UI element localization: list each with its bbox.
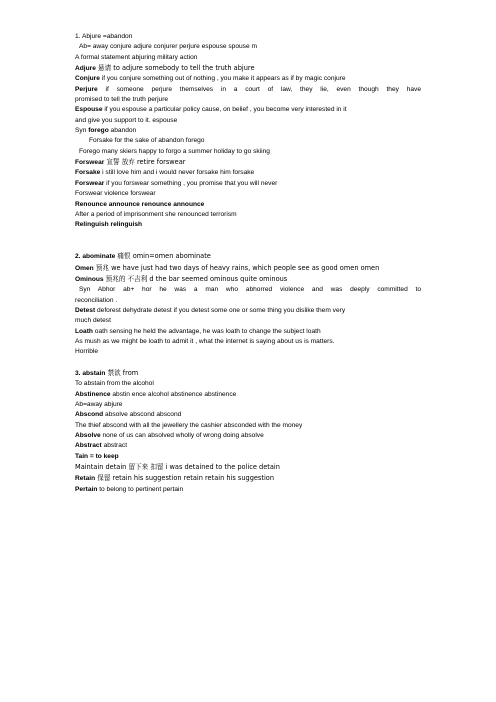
heading-term: 3. abstain	[75, 370, 106, 377]
text-line	[75, 263, 421, 274]
definition: 预兆 we have just had two days of heavy rains, which people see as good omen omen	[93, 263, 380, 272]
term: Ominous	[75, 275, 104, 283]
text-line	[75, 390, 421, 400]
text-line	[75, 105, 421, 115]
text-line	[75, 327, 421, 337]
text-line: To abstain from the alcohol	[75, 380, 154, 388]
term: Pertain	[75, 485, 98, 493]
definition: to belong to pertinent pertain	[97, 485, 184, 493]
section-1-heading: 1. Abjure =abandon	[75, 33, 133, 40]
definition: abstract	[101, 442, 128, 450]
text-line: much detest	[75, 317, 111, 325]
text-line: The thief abscond with all the jewellery the cashier absconded with the money	[75, 421, 303, 429]
text-line: Forego many skiers happy to forgo a summer holiday to go skiing	[79, 147, 270, 155]
term: Espouse	[75, 106, 103, 114]
term: Adjure	[75, 65, 96, 73]
section-2-heading	[75, 251, 421, 262]
term: Conjure	[75, 75, 100, 83]
text-line: As mush as we might be loath to admit it , what the internet is saying about us is matters.	[75, 337, 335, 345]
definition: 预兆的 不吉利 d the bar seemed ominous quite ominous	[103, 274, 288, 283]
heading-term: 2. abominate	[75, 253, 116, 261]
term: Abstract	[75, 442, 102, 450]
text-line: and give you support to it. espouse	[75, 116, 178, 124]
text-line	[75, 485, 421, 495]
text-line	[75, 274, 421, 285]
text-line	[75, 220, 421, 230]
text-line: reconciliation .	[75, 296, 118, 304]
text-line	[75, 126, 421, 136]
text-line	[75, 431, 421, 441]
term: Renounce announce renounce announce	[75, 200, 205, 208]
term: Perjure	[75, 85, 98, 93]
term: Relinguish relinguish	[75, 221, 143, 229]
text-line: Forswear violence forswear	[75, 190, 156, 198]
heading-rest: 痛恨 omin=omen abominate	[115, 252, 211, 261]
text-line: Ab=away abjure	[75, 401, 123, 409]
spacer	[75, 241, 421, 251]
text-line	[75, 63, 421, 74]
text-line	[75, 200, 421, 210]
definition: 宣誓 放弃 retire forswear	[104, 158, 186, 167]
text-line: Syn Abhor ab+ hor he was a man who abhorred violence and was deeply committed to	[79, 286, 421, 294]
term: Detest	[75, 306, 96, 314]
text-line	[75, 410, 421, 420]
definition: if you conjure something out of nothing , you make it appears as if by magic conjure	[99, 75, 346, 83]
text-line: Forsake for the sake of abandon forego	[89, 137, 205, 145]
term: forego	[88, 127, 109, 135]
text-line	[75, 306, 421, 316]
text-line: Horrible	[75, 348, 99, 356]
term: Retain	[75, 475, 96, 483]
term: Absolve	[75, 432, 101, 440]
term: Forsake	[75, 169, 101, 177]
document-body	[75, 32, 421, 495]
definition: oath sensing he held the advantage, he was loath to change the subject loath	[92, 327, 321, 335]
text-line	[75, 157, 421, 168]
text-line	[75, 452, 421, 462]
definition: 悬请 to adjure somebody to tell the truth abjure	[95, 64, 255, 73]
definition: i still love him and i would never forsake him forsake	[100, 169, 255, 177]
definition: if someone perjure themselves in a court of law, they lie, even though they have	[97, 85, 421, 93]
definition: none of us can absolved wholly of wrong doing absolve	[100, 432, 264, 440]
heading-rest: 禁欲 from	[105, 369, 139, 377]
definition: absolve abscond abscond	[103, 411, 182, 419]
text-line: After a period of imprisonment she renounced terrorism	[75, 210, 237, 218]
term: Abstinence	[75, 390, 111, 398]
term: Forswear	[75, 179, 105, 187]
definition: 保留 retain his suggestion retain retain his suggestion	[95, 474, 274, 483]
definition: if you forswear something , you promise that you will never	[104, 179, 278, 187]
text-line	[75, 168, 421, 178]
text-line	[75, 179, 421, 189]
text-line	[75, 462, 421, 473]
term: Omen	[75, 264, 94, 272]
text-line: A formal statement abjuring military action	[75, 53, 198, 61]
definition: if you espouse a particular policy cause, on belief , you become very interested in it	[102, 106, 347, 114]
text-line: promised to tell the truth perjure	[75, 96, 169, 104]
term: Tain = to keep	[75, 452, 119, 460]
section-3-heading	[75, 368, 421, 379]
definition: Maintain detain 留下来 扣留 i was detained to the police detain	[75, 463, 280, 472]
term: Forswear	[75, 159, 105, 167]
spacer	[75, 358, 421, 368]
definition: abandon	[108, 127, 137, 135]
text-line	[75, 441, 421, 451]
prefix: Syn	[75, 127, 89, 135]
text-line: Ab= away conjure adjure conjurer perjure espouse spouse m	[79, 43, 257, 51]
text-line	[75, 74, 421, 84]
text-line	[75, 85, 421, 95]
text-line	[75, 473, 421, 484]
term: Loath	[75, 327, 93, 335]
definition: abstin ence alcohol abstinence abstinence	[110, 390, 237, 398]
spacer	[75, 231, 421, 241]
term: Abscond	[75, 411, 104, 419]
definition: deforest dehydrate detest if you detest some one or some thing you dislike them very	[95, 306, 346, 314]
